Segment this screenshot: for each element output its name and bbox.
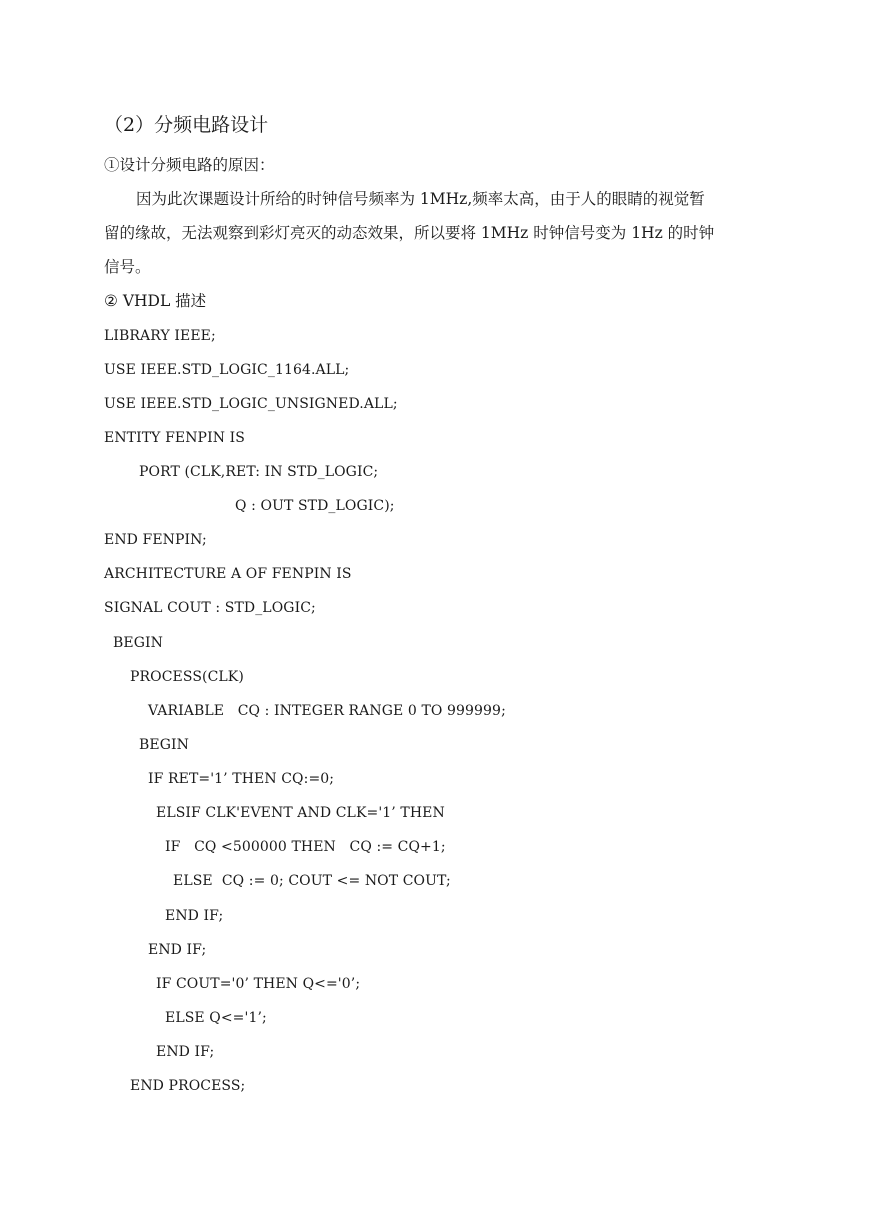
reason-paragraph-line-1: 因为此次课题设计所给的时钟信号频率为 1MHz,频率太高，由于人的眼睛的视觉暂 [136,190,705,208]
code-line: USE IEEE.STD_LOGIC_UNSIGNED.ALL; [104,396,398,412]
code-line: PORT (CLK,RET: IN STD_LOGIC; [139,464,379,480]
code-line: VARIABLE CQ : INTEGER RANGE 0 TO 999999; [148,703,506,719]
code-line: LIBRARY IEEE; [104,328,216,344]
code-line: END FENPIN; [104,532,207,548]
reason-paragraph-line-2: 留的缘故，无法观察到彩灯亮灭的动态效果，所以要将 1MHz 时钟信号变为 1Hz 的时钟 [104,224,715,242]
code-line: IF RET='1’ THEN CQ:=0; [148,771,335,787]
code-line: ENTITY FENPIN IS [104,430,245,446]
code-line: IF CQ <500000 THEN CQ := CQ+1; [165,839,446,855]
code-line: ELSE Q<='1’; [165,1010,267,1026]
code-line: ARCHITECTURE A OF FENPIN IS [104,566,352,582]
code-line: END IF; [165,908,224,924]
code-line: ELSE CQ := 0; COUT <= NOT COUT; [173,873,451,889]
code-line: BEGIN [113,635,163,651]
code-line: SIGNAL COUT : STD_LOGIC; [104,600,316,616]
code-line: END IF; [148,942,207,958]
code-line: PROCESS(CLK) [130,669,244,685]
code-line: END PROCESS; [130,1078,246,1094]
code-line: USE IEEE.STD_LOGIC_1164.ALL; [104,362,350,378]
code-line: END IF; [156,1044,215,1060]
code-line: BEGIN [139,737,189,753]
reason-paragraph-line-3: 信号。 [104,258,151,276]
section-title: （2）分频电路设计 [104,114,269,136]
vhdl-heading: ② VHDL 描述 [104,292,207,310]
code-line: Q : OUT STD_LOGIC); [235,498,395,514]
reason-heading: ①设计分频电路的原因： [104,156,275,174]
code-line: ELSIF CLK'EVENT AND CLK='1’ THEN [156,805,445,821]
code-line: IF COUT='0’ THEN Q<='0’; [156,976,361,992]
